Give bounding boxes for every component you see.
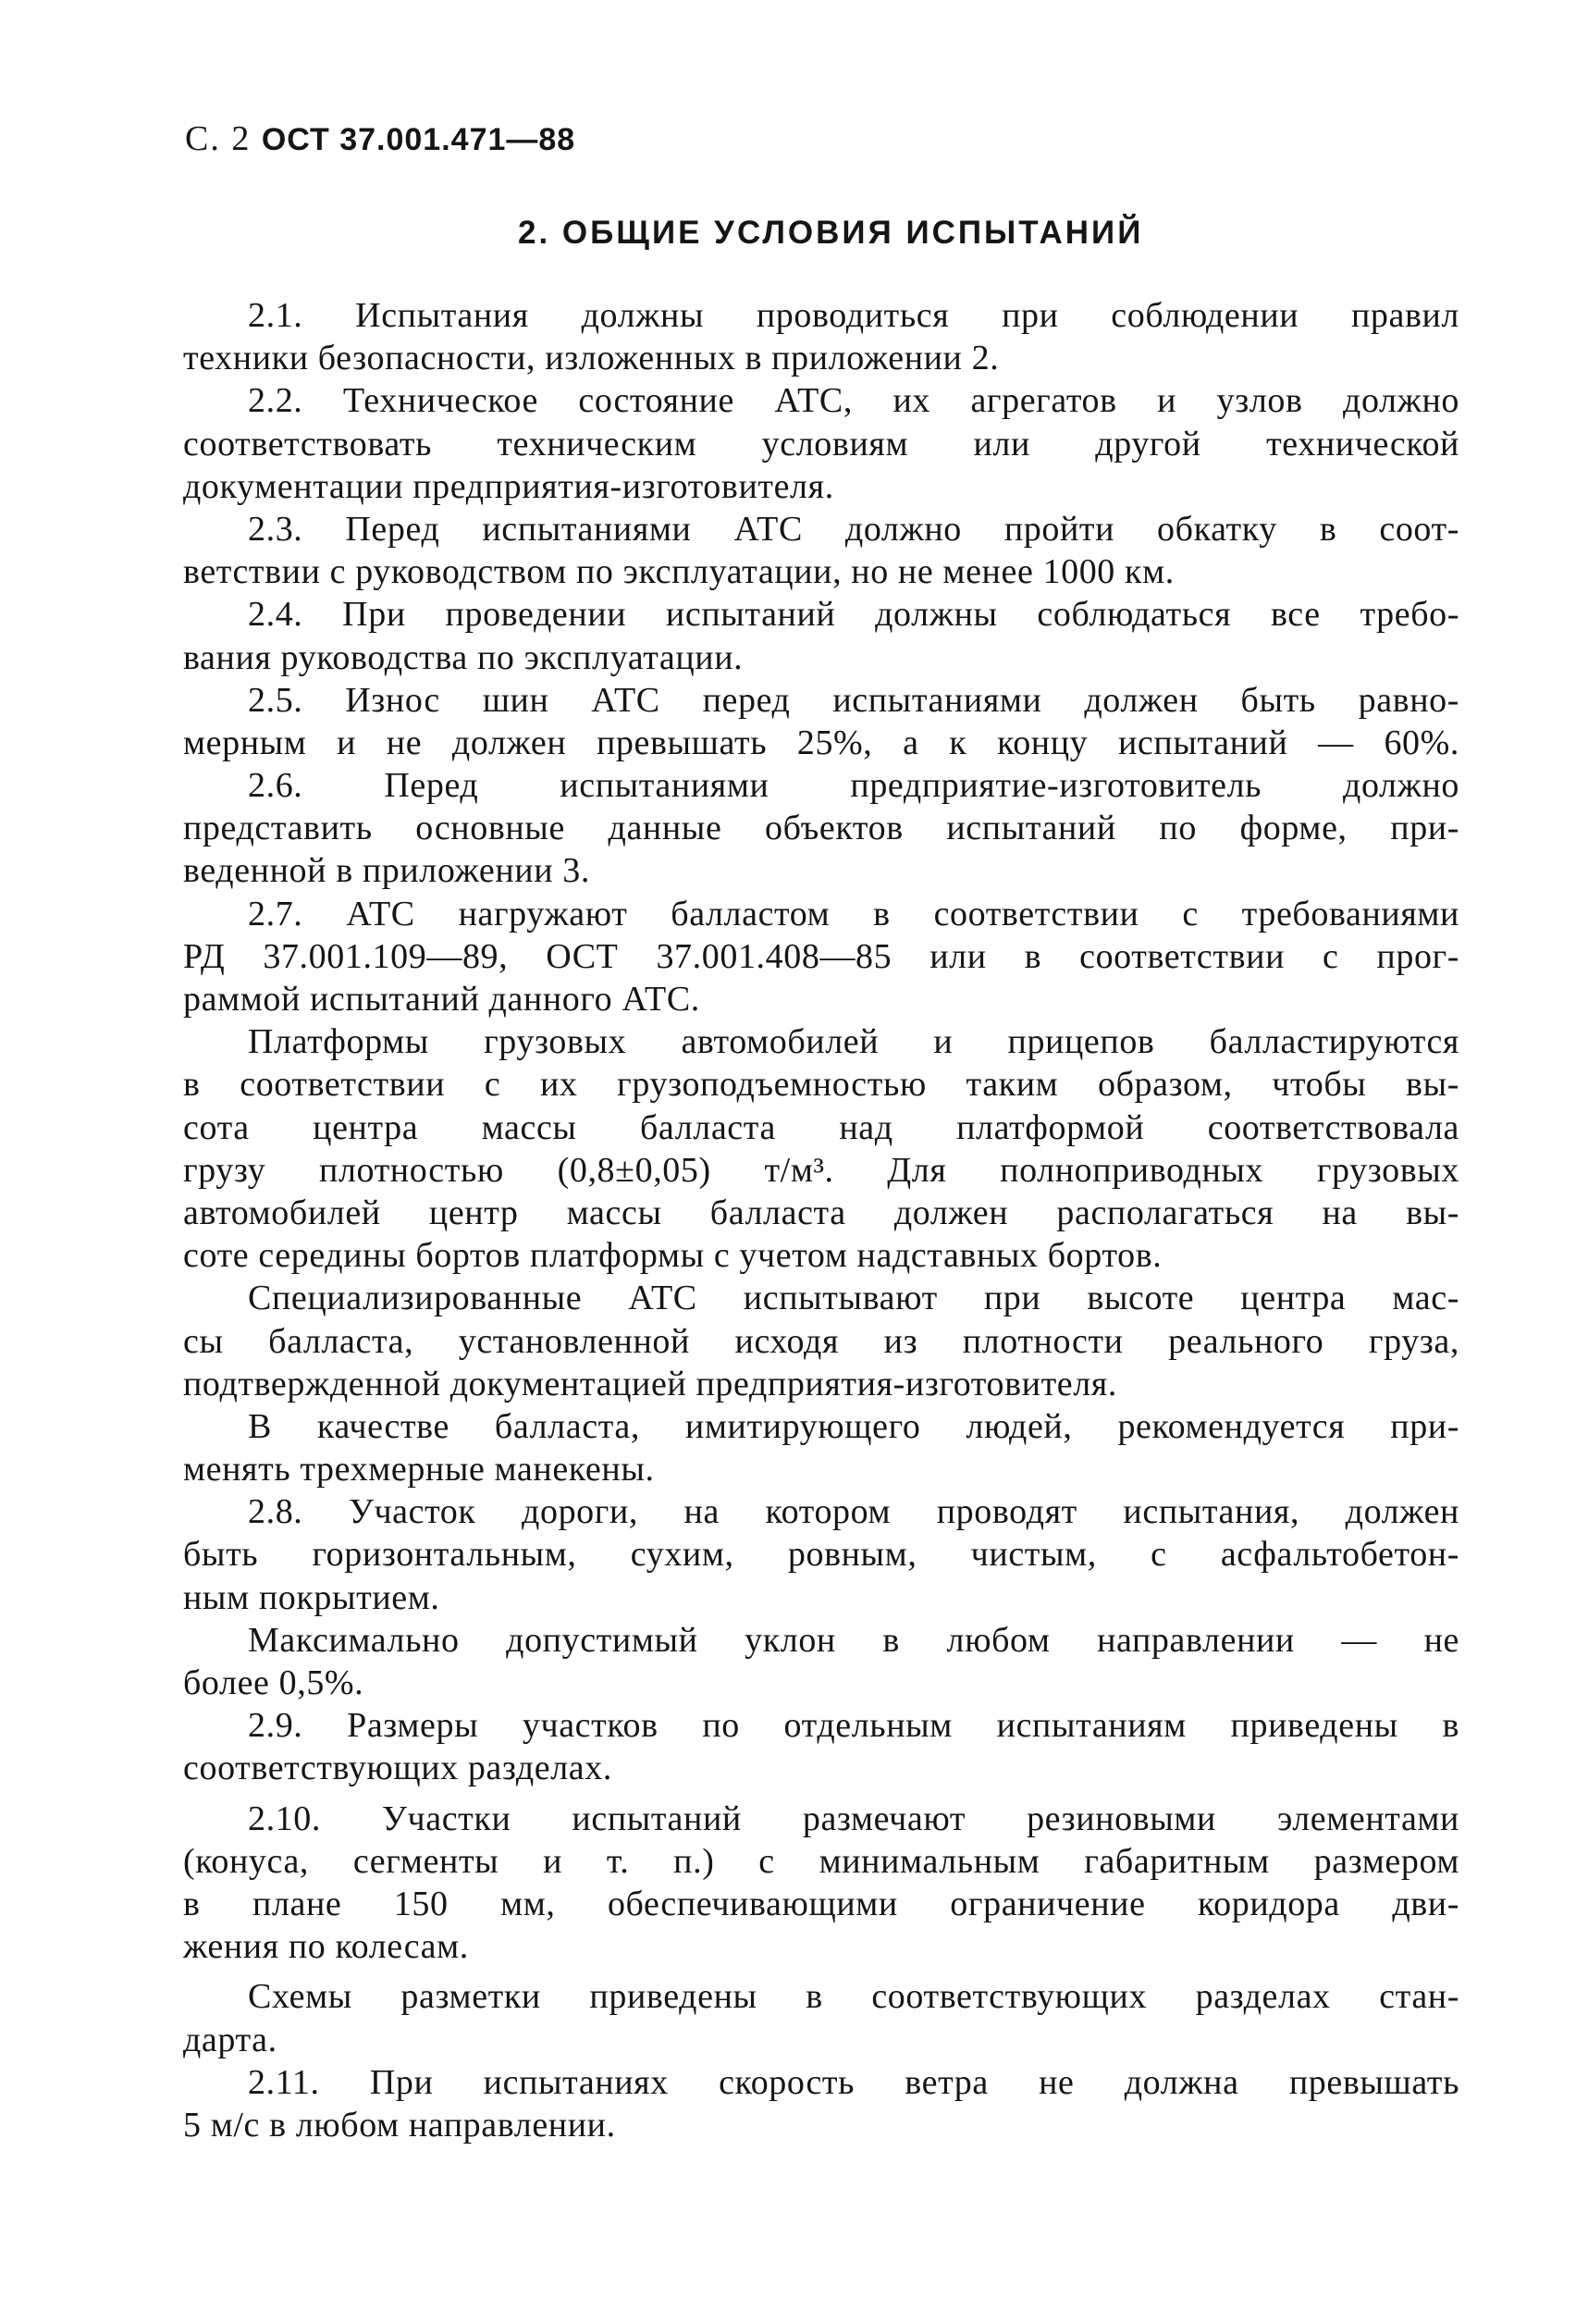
text-line: раммой испытаний данного АТС.	[183, 980, 700, 1019]
text-line: 2.5. Износ шин АТС перед испытаниями должен быть равно-	[248, 680, 1459, 720]
text-line: соответствовать техническим условиям или другой технической	[183, 424, 1459, 464]
text-line: 2.7. АТС нагружают балластом в соответствии с требованиями	[248, 894, 1459, 933]
text-line: в плане 150 мм, обеспечивающими ограничение коридора дви-	[183, 1884, 1459, 1923]
section-title: 2. ОБЩИЕ УСЛОВИЯ ИСПЫТАНИЙ	[518, 215, 1144, 251]
text-line: в соответствии с их грузоподъемностью таким образом, чтобы вы-	[183, 1065, 1459, 1105]
text-line: менять трехмерные манекены.	[183, 1450, 655, 1490]
text-line: ным покрытием.	[183, 1577, 440, 1617]
text-line: автомобилей центр массы балласта должен располагаться на вы-	[183, 1193, 1459, 1232]
section-body	[183, 294, 1459, 2146]
text-line: Схемы разметки приведены в соответствующих разделах стан-	[248, 1977, 1459, 2017]
text-line: 2.4. При проведении испытаний должны соблюдаться все требо-	[248, 595, 1459, 635]
text-line: Максимально допустимый уклон в любом направлении — не	[248, 1620, 1459, 1660]
text-line: документации предприятия-изготовителя.	[183, 466, 834, 506]
text-line: вания руководства по эксплуатации.	[183, 637, 744, 677]
text-line: сота центра массы балласта над платформой соответствовала	[183, 1107, 1459, 1147]
text-line: 2.6. Перед испытаниями предприятие-изготовитель должно	[248, 766, 1459, 806]
text-line: представить основные данные объектов испытаний по форме, при-	[183, 809, 1459, 848]
text-line: 2.9. Размеры участков по отдельным испытаниям приведены в	[248, 1706, 1459, 1746]
text-line: Платформы грузовых автомобилей и прицепов балластируются	[248, 1022, 1459, 1062]
text-line: ветствии с руководством по эксплуатации, но не менее 1000 км.	[183, 552, 1175, 592]
text-line: 5 м/с в любом направлении.	[183, 2105, 616, 2145]
text-line: мерным и не должен превышать 25%, а к концу испытаний — 60%.	[183, 723, 1459, 762]
text-line: быть горизонтальным, сухим, ровным, чистым, с асфальтобетон-	[183, 1535, 1459, 1575]
text-line: подтвержденной документацией предприятия-изготовителя.	[183, 1364, 1117, 1403]
text-line: 2.2. Техническое состояние АТС, их агрегатов и узлов должно	[248, 381, 1459, 421]
text-line: (конуса, сегменты и т. п.) с минимальным габаритным размером	[183, 1841, 1459, 1881]
text-line: 2.10. Участки испытаний размечают резиновыми элементами	[248, 1799, 1459, 1838]
text-line: дарта.	[183, 2020, 277, 2059]
text-line: сы балласта, установленной исходя из плотности реального груза,	[183, 1321, 1459, 1361]
text-line: 2.3. Перед испытаниями АТС должно пройти обкатку в соот-	[248, 509, 1459, 549]
standard-designation: ОСТ 37.001.471—88	[261, 122, 576, 157]
text-line: соответствующих разделах.	[183, 1749, 612, 1788]
text-line: 2.11. При испытаниях скорость ветра не должна превышать	[248, 2062, 1459, 2102]
text-line: веденной в приложении 3.	[183, 851, 590, 891]
text-line: В качестве балласта, имитирующего людей, рекомендуется при-	[248, 1406, 1459, 1446]
page-number: С. 2	[185, 119, 252, 158]
text-line: жения по колесам.	[183, 1927, 469, 1967]
text-line: грузу плотностью (0,8±0,05) т/м³. Для полноприводных грузовых	[183, 1150, 1459, 1190]
text-line: Специализированные АТС испытывают при высоте центра мас-	[248, 1279, 1459, 1318]
running-header	[185, 118, 575, 159]
text-line: 2.1. Испытания должны проводиться при соблюдении правил	[248, 296, 1459, 335]
text-line: техники безопасности, изложенных в приложении 2.	[183, 339, 1000, 378]
text-line: более 0,5%.	[183, 1663, 364, 1702]
text-line: РД 37.001.109—89, ОСТ 37.001.408—85 или в соответствии с прог-	[183, 936, 1459, 976]
text-line: соте середины бортов платформы с учетом надставных бортов.	[183, 1236, 1163, 1276]
text-line: 2.8. Участок дороги, на котором проводят испытания, должен	[248, 1492, 1459, 1532]
